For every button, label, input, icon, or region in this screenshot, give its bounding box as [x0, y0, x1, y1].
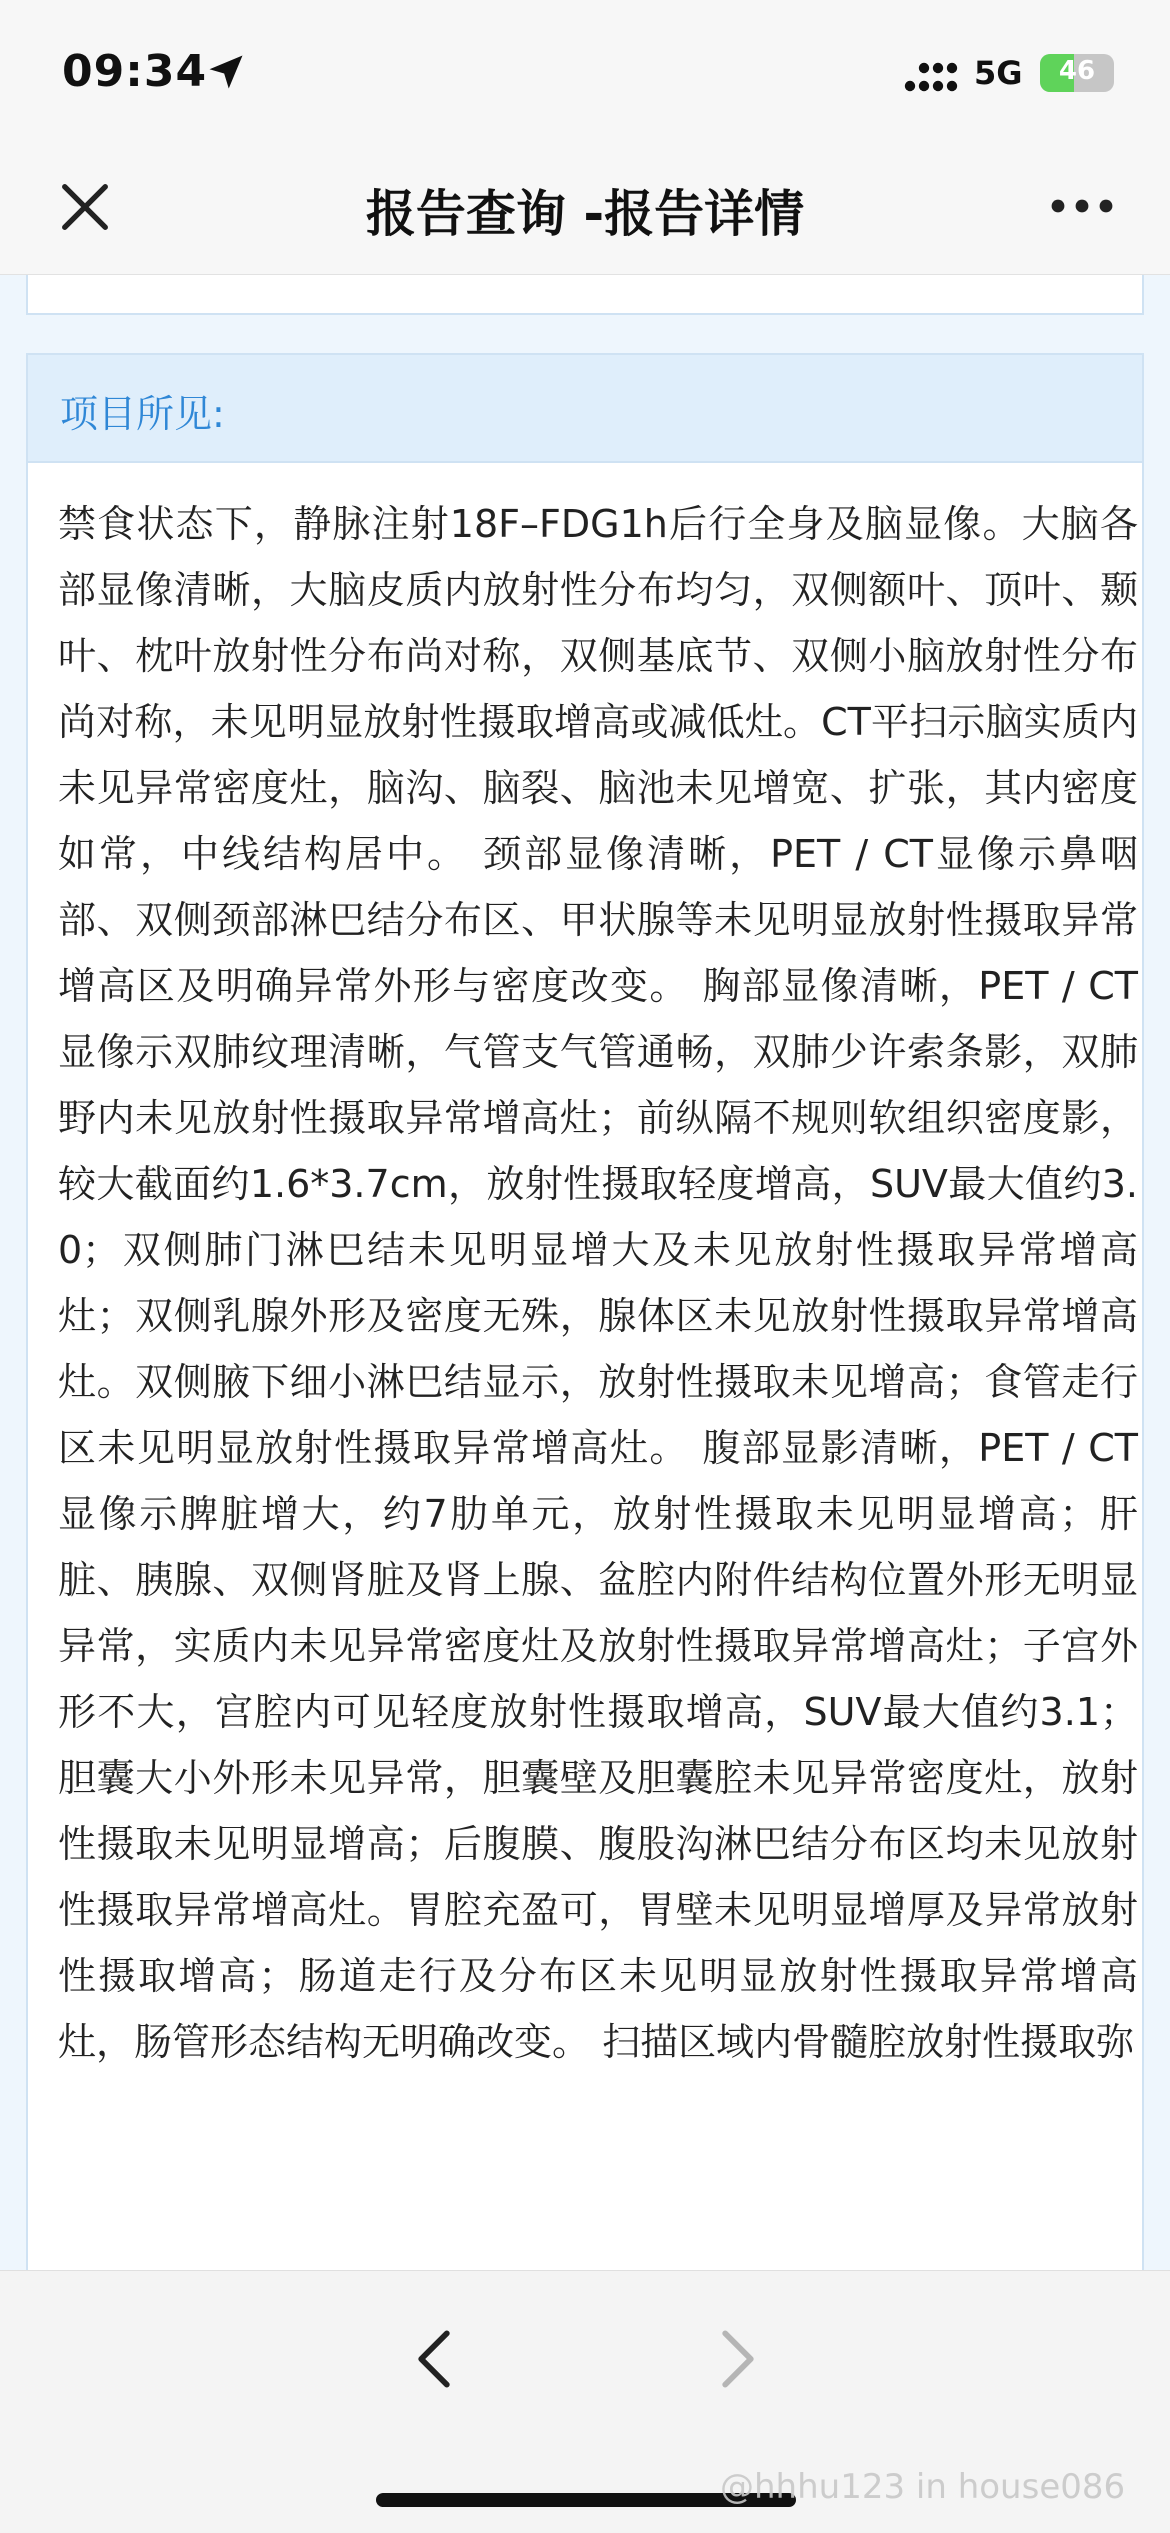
nav-bar	[0, 140, 1170, 275]
findings-section	[26, 353, 1144, 2270]
location-arrow-icon	[204, 50, 248, 94]
forward-arrow-icon[interactable]	[714, 2327, 762, 2391]
battery-icon	[1040, 54, 1114, 92]
page-title: 报告查询 -报告详情	[365, 185, 805, 243]
status-bar	[0, 0, 1170, 140]
report-content[interactable]	[0, 275, 1170, 2270]
section-title: 项目所见:	[60, 392, 225, 436]
battery-level: 46	[1058, 56, 1096, 86]
section-header	[28, 355, 1142, 463]
network-type: 5G	[974, 54, 1023, 92]
signal-icon	[904, 58, 960, 94]
back-arrow-icon[interactable]	[410, 2327, 458, 2391]
findings-text: 禁食状态下，静脉注射18F–FDG1h后行全身及脑显像。大脑各部显像清晰，大脑皮质内放射性分布均匀，双侧额叶、顶叶、颞叶、枕叶放射性分布尚对称，双侧基底节、双侧小脑放射性分布尚对称，未见明显放射性摄取增高或减低灶。CT平扫示脑实质内未见异常密度灶，脑沟、脑裂、脑池未见增宽、扩张，其内密度如常，中线结构居中。 颈部显像清晰，PET / CT显像示鼻咽部、双侧颈部淋巴结分布区、甲状腺等未见明显放射性摄取异常增高区及明确异常外形与密度改变。 胸部显像清晰，PET / CT显像示双肺纹理清晰，气管支气管通畅，双肺少许索条影，双肺野内未见放射性摄取异常增高灶；前纵隔不规则软组织密度影，较大截面约1.6*3.7cm，放射性摄取轻度增高，SUV最大值约3.0；双侧肺门淋巴结未见明显增大及未见放射性摄取异常增高灶；双侧乳腺外形及密度无殊，腺体区未见放射性摄取异常增高灶。双侧腋下细小淋巴结显示，放射性摄取未见增高；食管走行区未见明显放射性摄取异常增高灶。 腹部显影清晰，PET / CT显像示脾脏增大，约7肋单元，放射性摄取未见明显增高；肝脏、胰腺、双侧肾脏及肾上腺、盆腔内附件结构位置外形无明显异常，实质内未见异常密度灶及放射性摄取异常增高灶；子宫外形不大，宫腔内可见轻度放射性摄取增高，SUV最大值约3.1；胆囊大小外形未见异常，胆囊壁及胆囊腔未见异常密度灶，放射性摄取未见明显增高；后腹膜、腹股沟淋巴结分布区均未见放射性摄取异常增高灶。胃腔充盈可，胃壁未见明显增厚及异常放射性摄取增高；肠道走行及分布区未见明显放射性摄取异常增高灶，肠管形态结构无明确改变。 扫描区域内骨髓腔放射性摄取弥	[58, 502, 1138, 2064]
more-icon[interactable]	[1050, 194, 1114, 218]
previous-section-card	[26, 275, 1144, 315]
watermark: @hhhu123 in house086	[720, 2467, 1126, 2507]
status-time: 09:34	[62, 46, 208, 97]
bottom-toolbar	[0, 2270, 1170, 2533]
